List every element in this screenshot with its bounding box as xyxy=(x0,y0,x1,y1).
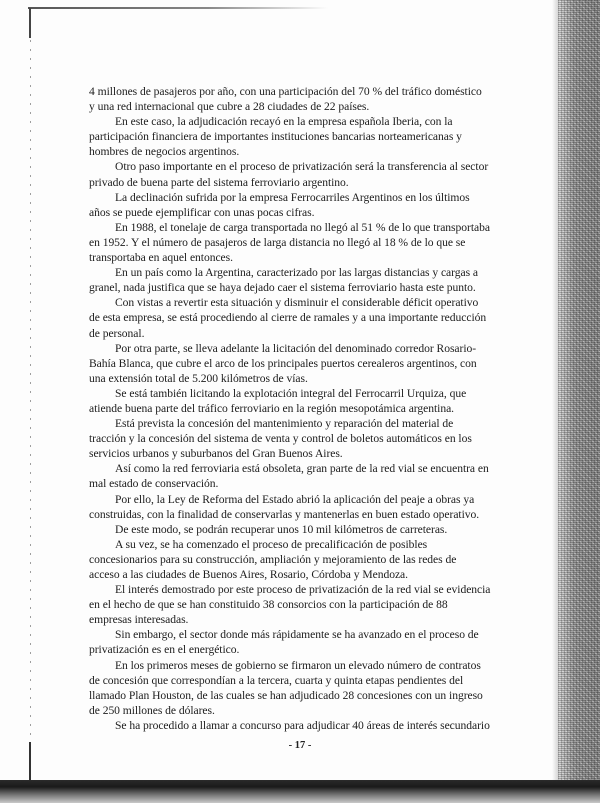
scan-top-edge xyxy=(28,7,328,9)
text-line: de personal. xyxy=(89,326,145,340)
text-line: De este modo, se podrán recuperar unos 10 mil kilómetros de carreteras. xyxy=(115,522,448,536)
text-line: y una red internacional que cubre a 28 ciudades de 22 países. xyxy=(89,100,370,114)
text-line: privatización es en el energético. xyxy=(89,643,240,657)
text-line: A su vez, se ha comenzado el proceso de precalificación de posibles xyxy=(115,537,428,551)
text-line: servicios urbanos y suburbanos del Gran Buenos Aires. xyxy=(89,447,343,461)
text-line: llamado Plan Houston, de las cuales se han adjudicado 28 concesiones con un ingreso xyxy=(89,688,483,702)
text-line: Así como la red ferroviaria está obsoleta, gran parte de la red vial se encuentra en xyxy=(115,462,489,476)
text-line: 4 millones de pasajeros por año, con una participación del 70 % del tráfico doméstico xyxy=(89,85,482,98)
scan-bottom-border xyxy=(0,780,600,803)
text-line: En 1988, el tonelaje de carga transportada no llegó al 51 % de lo que transportaba xyxy=(115,220,490,234)
text-line: hombres de negocios argentinos. xyxy=(89,145,240,159)
text-line: Se está también licitando la explotación integral del Ferrocarril Urquiza, que xyxy=(115,386,467,400)
text-line: Con vistas a revertir esta situación y disminuir el considerable déficit operativo xyxy=(115,296,479,310)
text-line: de esta empresa, se está procediendo al cierre de ramales y a una importante reducción xyxy=(89,311,487,325)
text-line: Por ello, la Ley de Reforma del Estado abrió la aplicación del peaje a obras ya xyxy=(115,492,475,506)
text-line: acceso a las ciudades de Buenos Aires, Rosario, Córdoba y Mendoza. xyxy=(89,568,408,581)
text-line: Otro paso importante en el proceso de privatización será la transferencia al sector xyxy=(115,160,489,174)
body-text xyxy=(89,84,519,733)
text-line: privado de buena parte del sistema ferroviario argentino. xyxy=(89,175,349,189)
binding-mark-top xyxy=(29,8,31,38)
text-line: La declinación sufrida por la empresa Ferrocarriles Argentinos en los últimos xyxy=(115,190,470,204)
text-line: mal estado de conservación. xyxy=(89,477,219,491)
text-line: empresas interesadas. xyxy=(89,613,189,627)
text-line: de 250 millones de dólares. xyxy=(89,703,215,717)
text-line: Sin embargo, el sector donde más rápidamente se ha avanzado en el proceso de xyxy=(115,628,479,642)
text-line: granel, nada justifica que se haya dejado caer el sistema ferroviario hasta este punto. xyxy=(89,281,476,295)
page-number: - 17 - xyxy=(288,740,312,751)
scan-right-border xyxy=(558,0,600,803)
text-line: concesionarios para su construcción, ampliación y mejoramiento de las redes de xyxy=(89,552,457,566)
text-line: años se puede ejemplificar con unas pocas cifras. xyxy=(89,205,315,219)
text-line: tracción y la concesión del sistema de venta y control de boletos automáticos en los xyxy=(89,432,472,446)
text-line: Por otra parte, se lleva adelante la licitación del denominado corredor Rosario- xyxy=(115,341,477,355)
text-line: construidas, con la finalidad de conservarlas y mantenerlas en buen estado operativo. xyxy=(89,507,480,521)
text-line: una extensión total de 5.200 kilómetros de vías. xyxy=(89,371,308,385)
text-line: En los primeros meses de gobierno se firmaron un elevado número de contratos xyxy=(115,658,481,672)
text-line: en 1952. Y el número de pasajeros de larga distancia no llegó al 18 % de lo que se xyxy=(89,235,466,249)
binding-mark-dots xyxy=(30,40,31,740)
text-line: participación financiera de importantes instituciones bancarias norteamericanas y xyxy=(89,130,462,144)
text-line: Se ha procedido a llamar a concurso para adjudicar 40 áreas de interés secundario xyxy=(115,718,490,732)
text-line: Bahía Blanca, que cubre el arco de los principales puertos cerealeros argentinos, con xyxy=(89,356,477,370)
text-line: en el hecho de que se han constituido 38 consorcios con la participación de 88 xyxy=(89,598,448,612)
text-line: En un país como la Argentina, caracterizado por las largas distancias y cargas a xyxy=(115,266,479,280)
text-line: El interés demostrado por este proceso de privatización de la red vial se evidencia xyxy=(115,583,491,597)
text-line: Está prevista la concesión del mantenimiento y reparación del material de xyxy=(115,417,454,431)
text-line: transportaba en aquel entonces. xyxy=(89,251,233,265)
text-line: de concesión que correspondían a la tercera, cuarta y quinta etapas pendientes del xyxy=(89,673,464,687)
text-line: En este caso, la adjudicación recayó en la empresa española Iberia, con la xyxy=(115,115,453,129)
text-line: atiende buena parte del tráfico ferroviario en la región mesopotámica argentina. xyxy=(89,401,455,415)
